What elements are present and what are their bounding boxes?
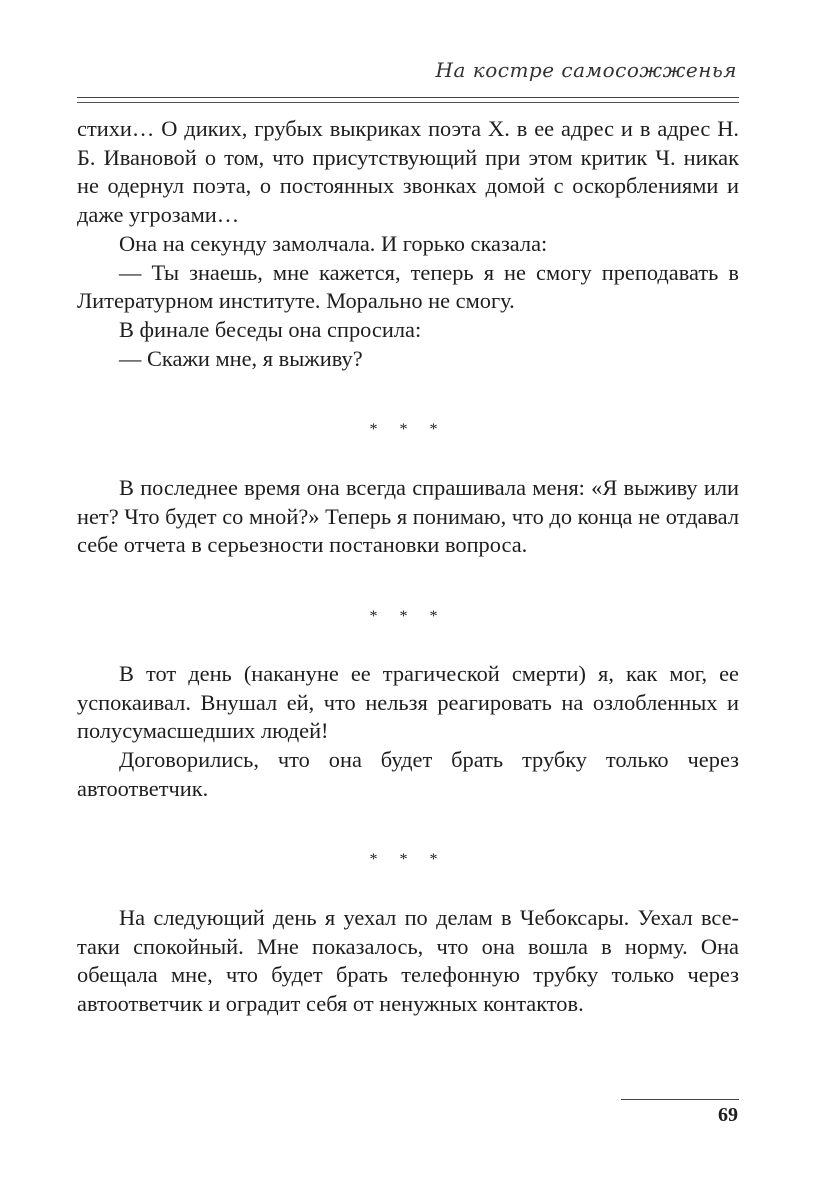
- section-separator: * * *: [369, 608, 447, 626]
- paragraph: — Скажи мне, я выживу?: [119, 345, 363, 371]
- footer-rule: [621, 1099, 739, 1100]
- paragraph: В тот день (накануне ее трагической смерти) я, как мог, ее успокаивал. Внушал ей, что нельзя реагировать на озлобленных и полусумасшедших людей!: [77, 660, 739, 744]
- running-title: На костре самосожженья: [435, 58, 737, 82]
- paragraph: В финале беседы она спросила:: [119, 316, 422, 342]
- paragraph: Она на секунду замолчала. И горько сказала:: [119, 230, 548, 256]
- paragraph: На следующий день я уехал по делам в Чебоксары. Уехал все-таки спокойный. Мне показалось, что она вошла в норму. Она обещала мне, что будет брать телефонную трубку только через автоответчик и оградит себя от ненужных контактов.: [77, 905, 739, 1017]
- paragraph: — Ты знаешь, мне кажется, теперь я не смогу преподавать в Литературном институте. Морально не смогу.: [77, 259, 739, 314]
- page-number: 69: [718, 1104, 738, 1126]
- page-body: [77, 115, 739, 1019]
- paragraph: В последнее время она всегда спрашивала меня: «Я выживу или нет? Что будет со мной?» Теперь я понимаю, что до конца не отдавал себе отчета в серьезности постановки вопроса.: [77, 475, 739, 558]
- header-rule-thick: [77, 97, 739, 98]
- section-separator: * * *: [369, 851, 447, 869]
- header-rule-thin: [77, 102, 739, 103]
- paragraph: стихи… О диких, грубых выкриках поэта Х. в ее адрес и в адрес Н. Б. Ивановой о том, что присутствующий при этом критик Ч. никак не одернул поэта, о постоянных звонках домой с оскорблениями и даже угрозами…: [77, 116, 739, 228]
- paragraph: Договорились, что она будет брать трубку только через автоответчик.: [77, 746, 739, 801]
- section-separator: * * *: [369, 421, 447, 439]
